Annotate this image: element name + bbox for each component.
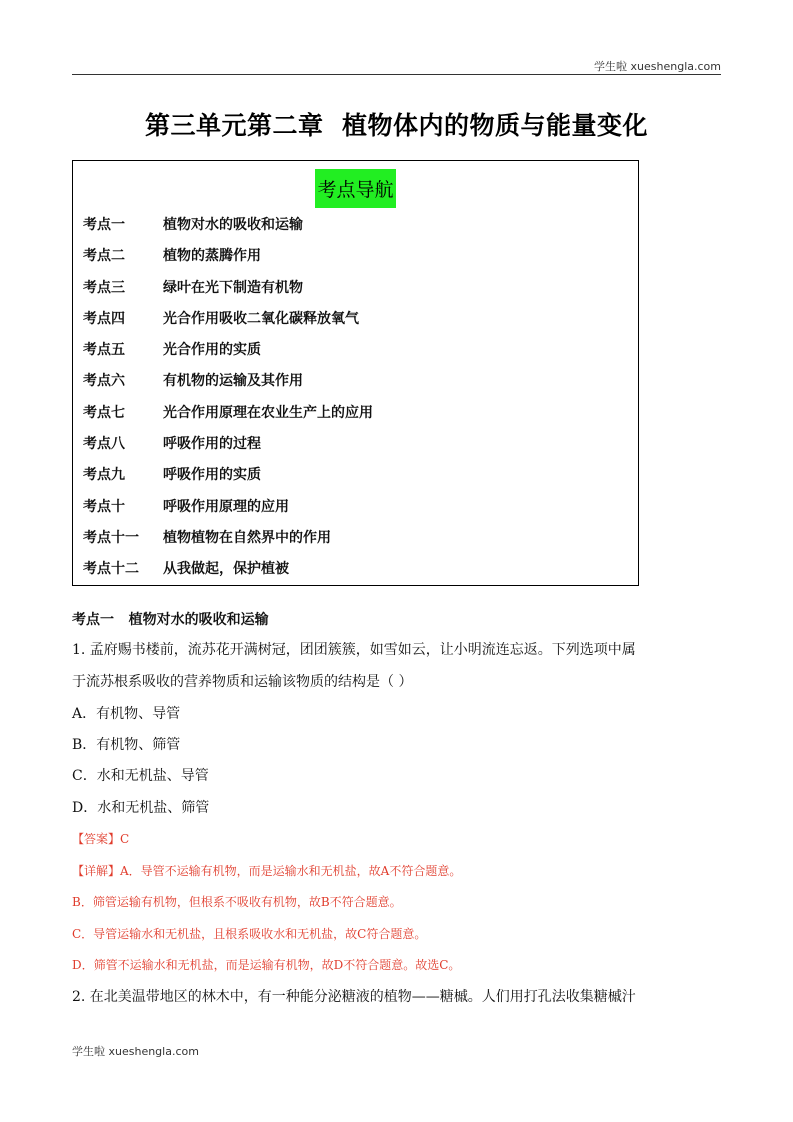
topic-item	[83, 497, 373, 528]
topic-label: 植物的蒸腾作用	[163, 248, 261, 265]
topic-item	[83, 278, 373, 309]
topic-key: 考点十二	[83, 561, 139, 578]
question-2-text-line-1: 2. 在北美温带地区的林木中，有一种能分泌糖液的植物——糖槭。人们用打孔法收集糖槭汁	[72, 989, 636, 1005]
topic-key: 考点一	[83, 217, 125, 233]
topic-item	[83, 434, 373, 465]
topic-item	[83, 465, 373, 496]
topic-key: 考点九	[83, 467, 125, 484]
topic-key: 考点六	[83, 373, 125, 390]
topic-label: 呼吸作用的过程	[163, 436, 261, 453]
option-d: D．水和无机盐、筛管	[72, 800, 210, 816]
topic-key: 考点四	[83, 310, 125, 327]
topic-key: 考点五	[83, 342, 125, 359]
topic-key: 考点十	[83, 498, 125, 515]
topic-item	[83, 528, 373, 559]
question-1-text-line-2: 于流苏根系吸收的营养物质和运输该物质的结构是（ ）	[72, 674, 413, 690]
topic-label: 植物植物在自然界中的作用	[163, 529, 331, 546]
topic-label: 呼吸作用的实质	[163, 467, 261, 484]
explanation-line: 【详解】A．导管不运输有机物，而是运输水和无机盐，故A不符合题意。	[72, 864, 462, 878]
answer-label: 【答案】C	[72, 832, 130, 846]
navigation-heading: 考点导航	[315, 169, 395, 208]
option-a: A．有机物、导管	[72, 706, 181, 722]
topic-label: 绿叶在光下制造有机物	[163, 279, 303, 296]
topic-item	[83, 371, 373, 402]
explanation-line: C．导管运输水和无机盐，且根系吸收水和无机盐，故C符合题意。	[72, 927, 427, 941]
topic-item	[83, 215, 373, 246]
question-1-text-line-1: 1. 孟府赐书楼前，流苏花开满树冠，团团簇簇，如雪如云，让小明流连忘返。下列选项中属	[72, 642, 636, 658]
option-c: C．水和无机盐、导管	[72, 768, 209, 784]
explanation-line: D．筛管不运输水和无机盐，而是运输有机物，故D不符合题意。故选C。	[72, 958, 461, 972]
explanation-line: B．筛管运输有机物，但根系不吸收有机物，故B不符合题意。	[72, 895, 402, 909]
topic-key: 考点二	[83, 248, 125, 265]
topic-navigation-box	[72, 160, 639, 586]
topic-item	[83, 403, 373, 434]
topic-label: 光合作用的实质	[163, 342, 261, 359]
topic-key: 考点三	[83, 279, 125, 296]
footer-site-name: 学生啦 xueshengla.com	[72, 1045, 199, 1058]
topic-label: 植物对水的吸收和运输	[163, 217, 303, 233]
topic-label: 光合作用吸收二氧化碳释放氧气	[163, 310, 359, 327]
topic-label: 呼吸作用原理的应用	[163, 498, 289, 515]
option-b: B．有机物、筛管	[72, 737, 181, 753]
header-site-name: 学生啦 xueshengla.com	[594, 60, 721, 73]
topic-label: 有机物的运输及其作用	[163, 373, 303, 390]
topic-list	[83, 215, 373, 591]
topic-key: 考点七	[83, 404, 125, 421]
section-heading: 考点一 植物对水的吸收和运输	[72, 612, 269, 628]
topic-item	[83, 309, 373, 340]
topic-label: 从我做起，保护植被	[163, 561, 289, 578]
topic-key: 考点八	[83, 436, 125, 453]
topic-item	[83, 559, 373, 590]
topic-item	[83, 340, 373, 371]
topic-key: 考点十一	[83, 529, 139, 546]
topic-item	[83, 246, 373, 277]
topic-label: 光合作用原理在农业生产上的应用	[163, 404, 373, 421]
header-divider	[72, 74, 721, 75]
document-title: 第三单元第二章 植物体内的物质与能量变化	[145, 111, 648, 140]
